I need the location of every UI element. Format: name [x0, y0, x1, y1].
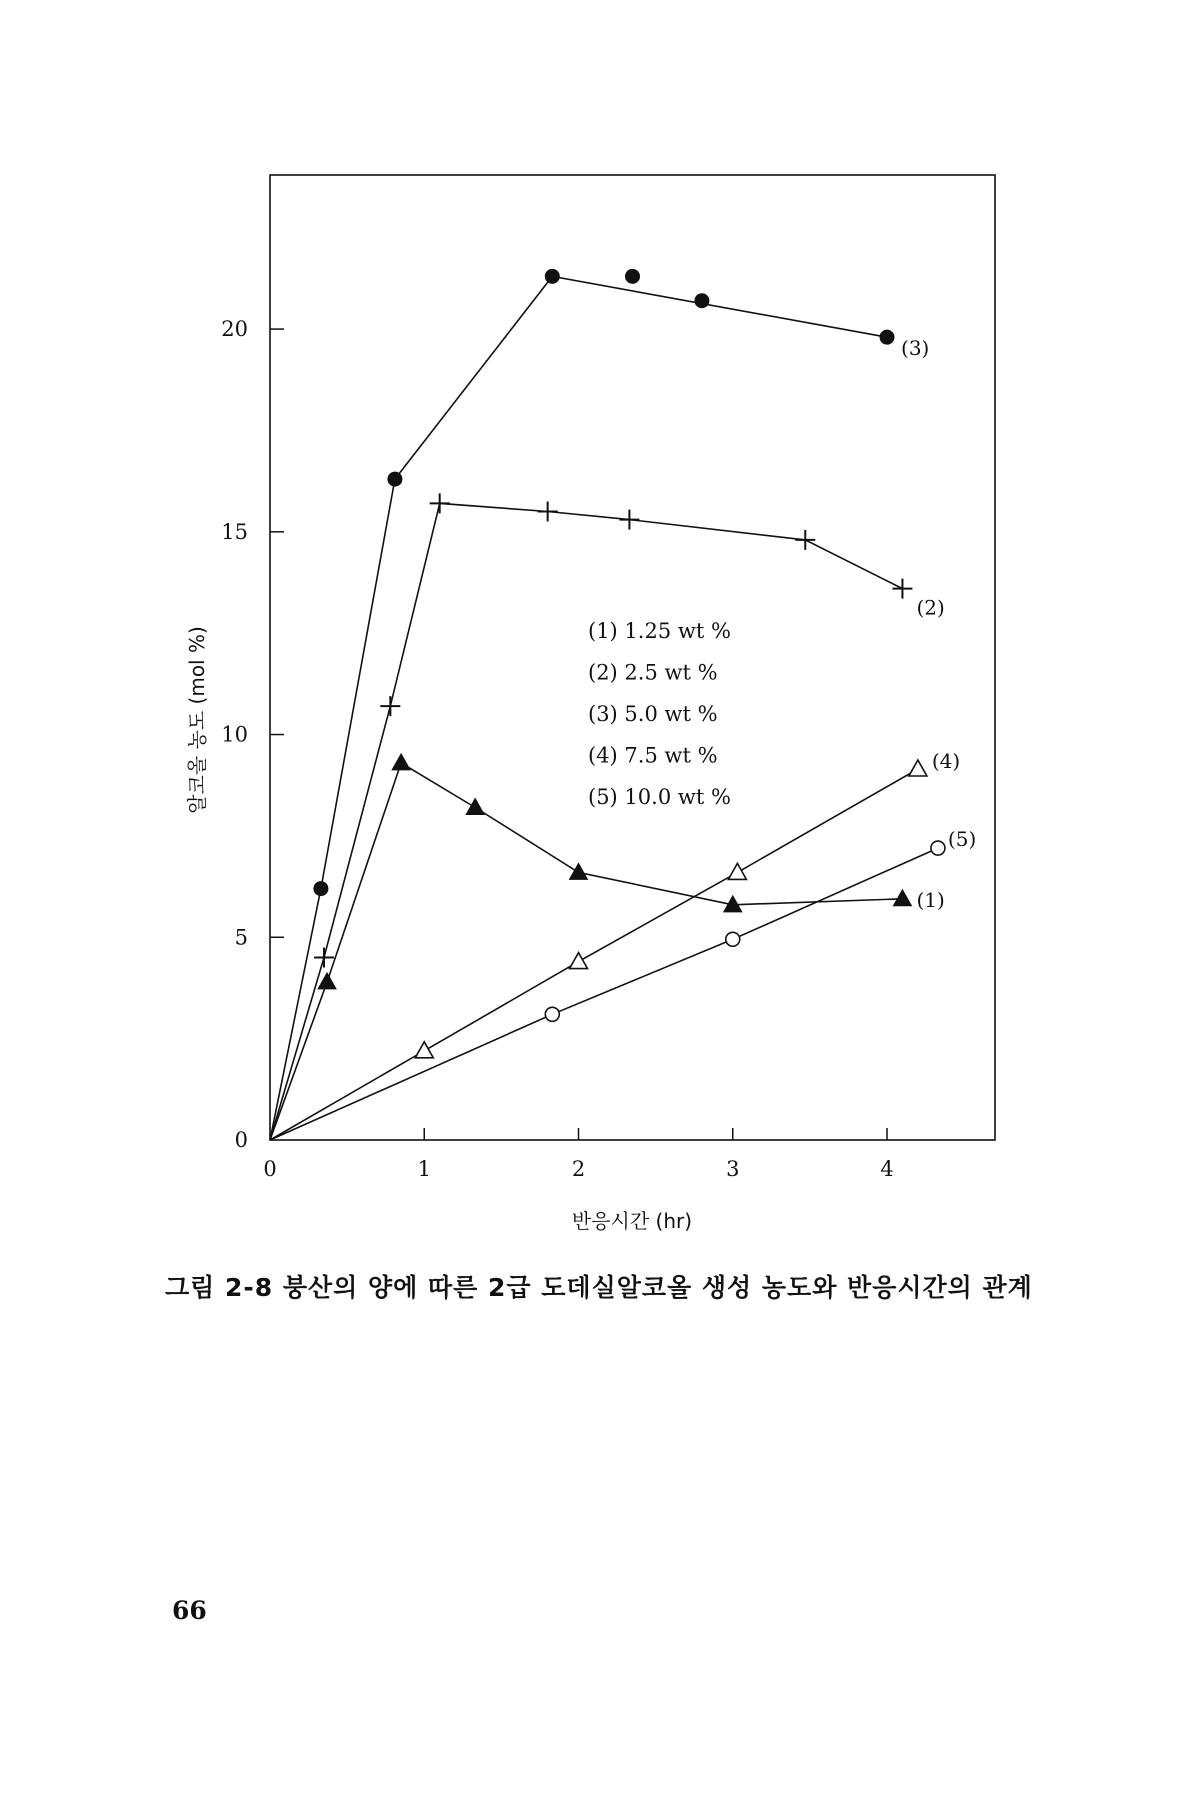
- series-label-1: (1): [916, 887, 945, 912]
- data-point-3: [545, 269, 559, 283]
- y-tick-label: 10: [221, 722, 248, 747]
- data-point-2: [314, 948, 334, 968]
- x-tick-label: 3: [726, 1157, 740, 1181]
- series-label-4: (4): [931, 749, 961, 774]
- y-tick-label: 0: [234, 1128, 248, 1152]
- series-line-2: [270, 503, 902, 1140]
- series-line-3: [270, 276, 887, 1140]
- data-point-1: [466, 799, 484, 815]
- data-point-3: [695, 294, 709, 308]
- x-axis-title: 반응시간 (hr): [571, 1209, 693, 1233]
- legend-item-5: (5) 10.0 wt %: [588, 785, 731, 809]
- legend-item-4: (4) 7.5 wt %: [588, 743, 718, 768]
- series-line-4: [270, 769, 918, 1140]
- data-point-5: [726, 932, 740, 946]
- data-point-3: [626, 269, 640, 283]
- plot-frame: [270, 175, 995, 1140]
- series-label-5: (5): [947, 827, 977, 852]
- legend: [588, 619, 731, 809]
- data-point-5: [545, 1007, 559, 1021]
- data-point-4: [570, 953, 588, 969]
- figure-caption: 그림 2-8 붕산의 양에 따른 2급 도데실알코올 생성 농도와 반응시간의 관계: [165, 1273, 1033, 1302]
- data-point-5: [931, 841, 945, 855]
- x-tick-label: 0: [263, 1157, 277, 1181]
- data-point-2: [380, 696, 400, 716]
- data-point-2: [795, 530, 815, 550]
- series-label-3: (3): [901, 336, 930, 361]
- series-line-1: [270, 763, 902, 1140]
- data-point-3: [388, 472, 402, 486]
- legend-item-1: (1) 1.25 wt %: [588, 619, 731, 643]
- data-point-1: [318, 973, 336, 989]
- page-number: 66: [172, 1596, 207, 1625]
- series-labels: [901, 336, 976, 912]
- legend-item-2: (2) 2.5 wt %: [588, 660, 718, 685]
- data-point-3: [880, 330, 894, 344]
- series-label-2: (2): [916, 595, 945, 620]
- data-point-2: [430, 493, 450, 513]
- data-point-4: [415, 1042, 433, 1058]
- x-tick-label: 1: [417, 1157, 431, 1181]
- data-point-1: [570, 863, 588, 879]
- x-tick-label: 4: [880, 1157, 894, 1181]
- y-axis-title: 알코올 농도 (mol %): [185, 626, 209, 814]
- series-line-5: [270, 848, 938, 1140]
- data-point-2: [619, 510, 639, 530]
- data-point-1: [392, 754, 410, 770]
- axis-ticks: [221, 317, 893, 1181]
- y-tick-label: 20: [221, 317, 248, 342]
- y-tick-label: 15: [221, 519, 248, 544]
- x-tick-label: 2: [571, 1157, 586, 1181]
- data-point-4: [728, 863, 746, 879]
- data-point-4: [909, 760, 927, 776]
- y-tick-label: 5: [234, 925, 248, 950]
- data-point-3: [314, 882, 328, 896]
- data-point-2: [538, 502, 558, 522]
- data-point-1: [893, 890, 911, 906]
- legend-item-3: (3) 5.0 wt %: [588, 702, 718, 726]
- data-point-2: [892, 579, 912, 599]
